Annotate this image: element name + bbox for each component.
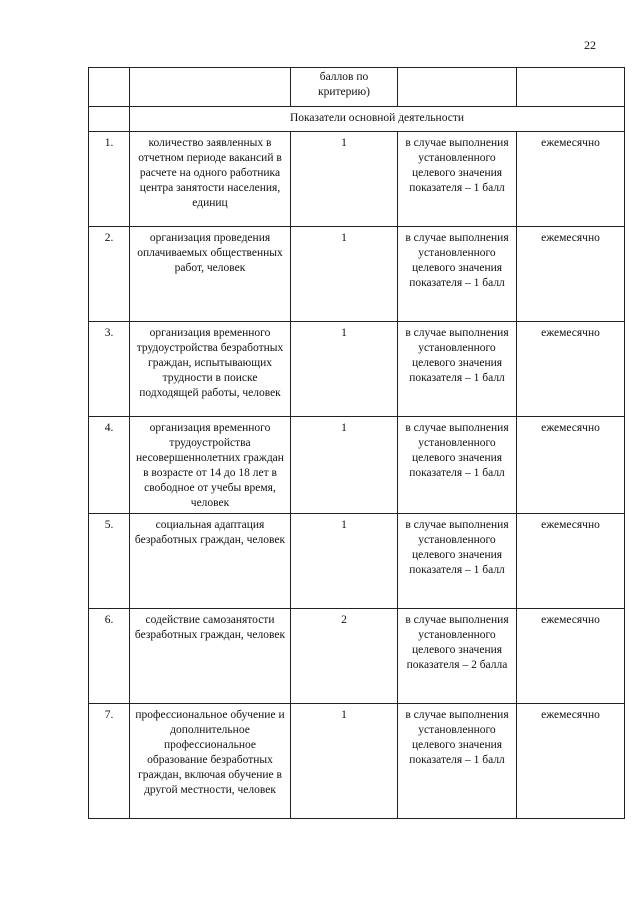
condition: в случае выполнения установленного целевого значения показателя – 1 балл: [398, 227, 517, 322]
condition: в случае выполнения установленного целевого значения показателя – 1 балл: [398, 322, 517, 417]
score: 1: [291, 322, 398, 417]
condition: в случае выполнения установленного целевого значения показателя – 1 балл: [398, 704, 517, 819]
condition: в случае выполнения установленного целевого значения показателя – 1 балл: [398, 417, 517, 514]
period: ежемесячно: [517, 704, 625, 819]
condition: в случае выполнения установленного целевого значения показателя – 1 балл: [398, 132, 517, 227]
condition: в случае выполнения установленного целевого значения показателя – 2 балла: [398, 609, 517, 704]
score: 2: [291, 609, 398, 704]
period: ежемесячно: [517, 609, 625, 704]
indicator-name: организация временного трудоустройства безработных граждан, испытывающих трудности в поиске подходящей работы, человек: [130, 322, 291, 417]
indicator-name: количество заявленных в отчетном периоде вакансий в расчете на одного работника центра занятости населения, единиц: [130, 132, 291, 227]
row-number: 6.: [89, 609, 130, 704]
indicator-name: организация проведения оплачиваемых общественных работ, человек: [130, 227, 291, 322]
table-row: [89, 514, 625, 609]
table-row: [89, 322, 625, 417]
condition: в случае выполнения установленного целевого значения показателя – 1 балл: [398, 514, 517, 609]
period: ежемесячно: [517, 514, 625, 609]
indicator-name: содействие самозанятости безработных граждан, человек: [130, 609, 291, 704]
indicator-name: организация временного трудоустройства несовершеннолетних граждан в возрасте от 14 до 18 лет в свободное от учебы время, человек: [130, 417, 291, 514]
row-number: 2.: [89, 227, 130, 322]
row-number: 1.: [89, 132, 130, 227]
table-row: [89, 132, 625, 227]
cell-name: [130, 68, 291, 107]
row-number: 5.: [89, 514, 130, 609]
table-row: [89, 227, 625, 322]
row-number: 7.: [89, 704, 130, 819]
section-title: Показатели основной деятельности: [130, 107, 625, 132]
table-row: [89, 609, 625, 704]
table-row: [89, 704, 625, 819]
cell-score: баллов по критерию): [291, 68, 398, 107]
cell-condition: [398, 68, 517, 107]
score: 1: [291, 417, 398, 514]
indicator-name: профессиональное обучение и дополнительное профессиональное образование безработных граждан, включая обучение в другой местности, человек: [130, 704, 291, 819]
cell-num: [89, 107, 130, 132]
indicator-name: социальная адаптация безработных граждан, человек: [130, 514, 291, 609]
period: ежемесячно: [517, 132, 625, 227]
indicators-table: [88, 67, 625, 819]
row-number: 3.: [89, 322, 130, 417]
section-row: [89, 107, 625, 132]
table-row: [89, 417, 625, 514]
score: 1: [291, 704, 398, 819]
period: ежемесячно: [517, 227, 625, 322]
continuation-row: [89, 68, 625, 107]
page-number: 22: [584, 38, 596, 52]
period: ежемесячно: [517, 417, 625, 514]
cell-num: [89, 68, 130, 107]
period: ежемесячно: [517, 322, 625, 417]
score: 1: [291, 132, 398, 227]
score: 1: [291, 514, 398, 609]
score: 1: [291, 227, 398, 322]
cell-period: [517, 68, 625, 107]
row-number: 4.: [89, 417, 130, 514]
